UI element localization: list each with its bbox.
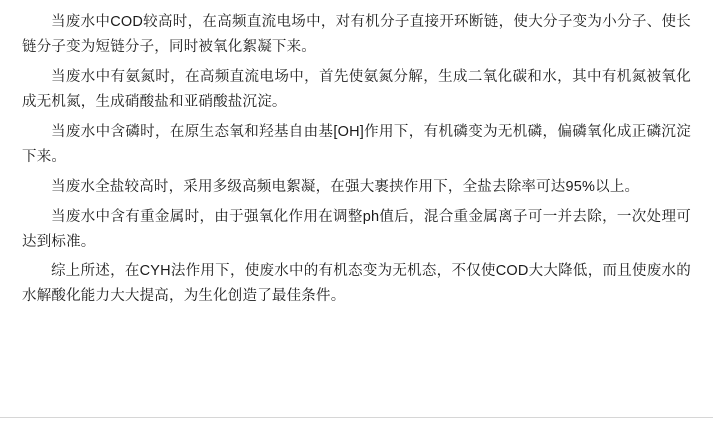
paragraph-cod: 当废水中COD较高时，在高频直流电场中，对有机分子直接开环断链，使大分子变为小分子、使长链分子变为短链分子，同时被氧化絮凝下来。 [22,14,691,55]
paragraph-total-salt: 当废水全盐较高时，采用多级高频电絮凝，在强大裹挟作用下，全盐去除率可达95%以上。 [51,178,640,195]
paragraph-heavy-metals: 当废水中含有重金属时，由于强氧化作用在调整ph值后，混合重金属离子可一并去除，一次处理可达到标准。 [22,208,691,250]
paragraph-summary: 综上所述，在CYH法作用下，使废水中的有机态变为无机态，不仅使COD大大降低，而且使废水的水解酸化能力大大提高，为生化创造了最佳条件。 [22,263,691,305]
paragraph-phosphorus: 当废水中含磷时，在原生态氧和羟基自由基[OH]作用下，有机磷变为无机磷，偏磷氧化成正磷沉淀下来。 [22,123,691,165]
bottom-divider [0,417,713,418]
paragraph-ammonia-nitrogen: 当废水中有氨氮时，在高频直流电场中，首先使氨氮分解，生成二氧化碳和水，其中有机氮被氧化成无机氮，生成硝酸盐和亚硝酸盐沉淀。 [22,68,691,110]
